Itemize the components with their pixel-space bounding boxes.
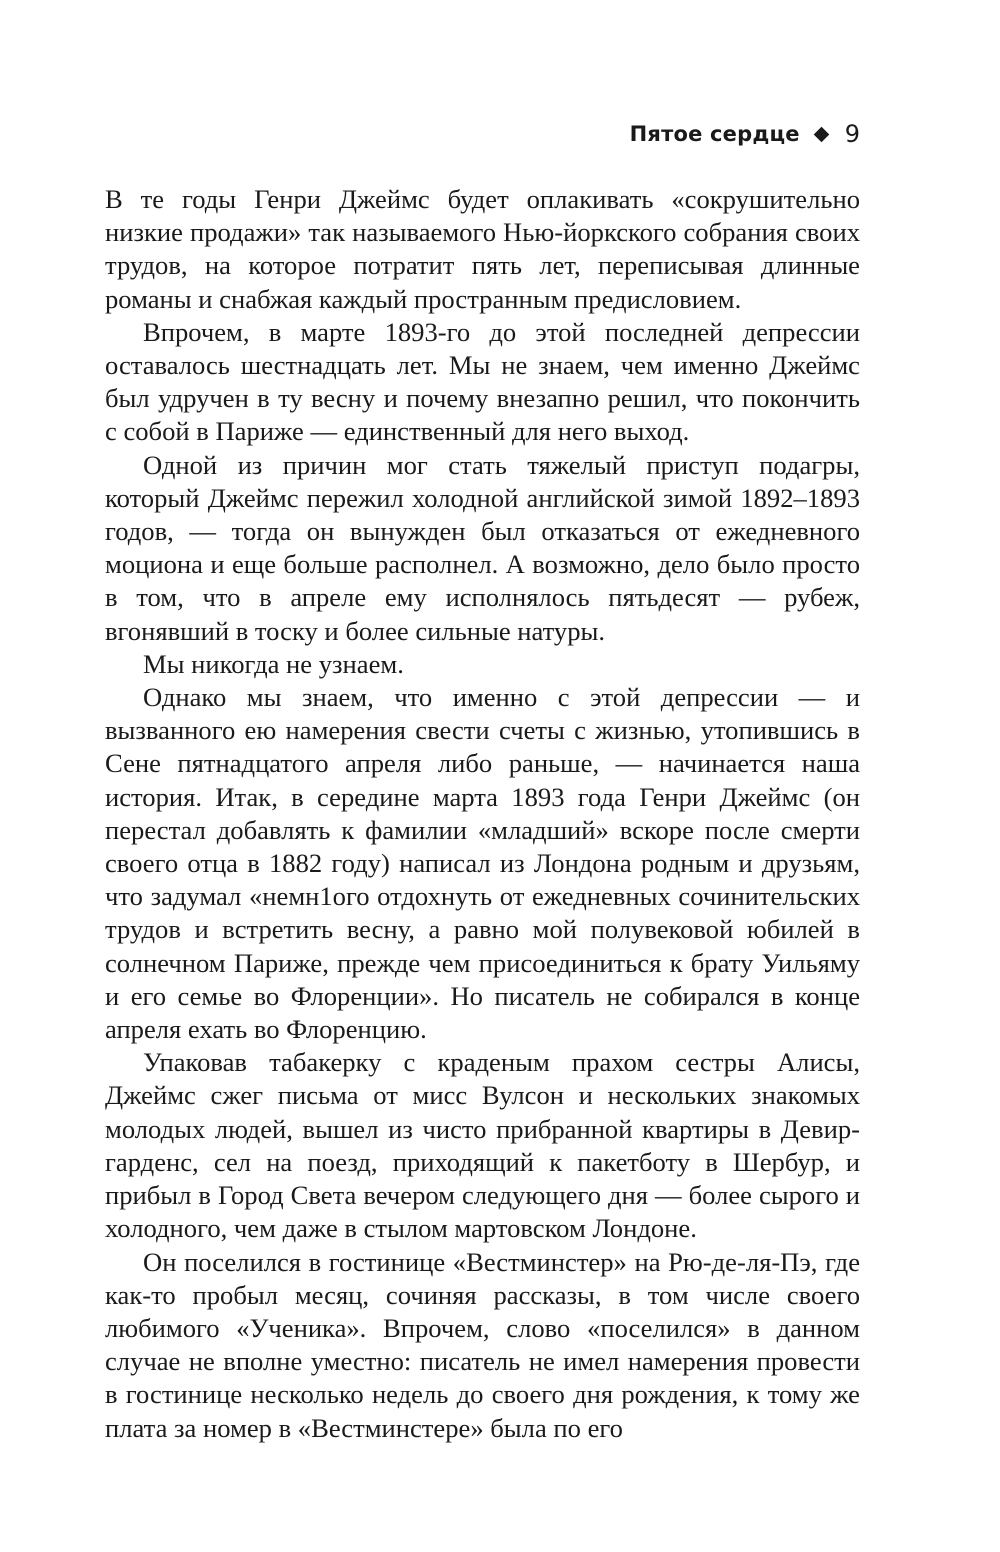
diamond-icon bbox=[813, 126, 829, 142]
paragraph: Впрочем, в марте 1893-го до этой последней депрессии оставалось шестнадцать лет. Мы не знаем, чем именно Джеймс был удручен в ту весну и почему внезапно решил, что покончить с собой в Париже — единственный для него выход. bbox=[105, 316, 860, 447]
paragraph: Мы никогда не узнаем. bbox=[143, 648, 404, 679]
paragraph: Упаковав табакерку с краденым прахом сестры Алисы, Джеймс сжег письма от мисс Вулсон и нескольких знакомых молодых людей, вышел из чисто прибранной квартиры в Девир-гарденс, сел на поезд, приходящий к пакетботу в Шербур, и прибыл в Город Света вечером следующего дня — более сырого и холодного, чем даже в стылом мартовском Лондоне. bbox=[105, 1047, 860, 1244]
body-text bbox=[105, 183, 860, 1445]
page-number: 9 bbox=[844, 120, 860, 148]
running-head bbox=[630, 118, 860, 150]
paragraph: Одной из причин мог стать тяжелый приступ подагры, который Джеймс пережил холодной английской зимой 1892–1893 годов, — тогда он вынужден был отказаться от ежедневного моциона и еще больше располнел. А возможно, дело было просто в том, что в апреле ему исполнялось пятьдесят — рубеж, вгонявший в тоску и более сильные натуры. bbox=[105, 449, 860, 646]
running-title: Пятое сердце bbox=[629, 122, 800, 146]
paragraph: Он поселился в гостинице «Вестминстер» на Рю-де-ля-Пэ, где как-то пробыл месяц, сочиняя рассказы, в том числе своего любимого «Ученика». Впрочем, слово «поселился» в данном случае не вполне уместно: писатель не имел намерения провести в гостинице несколько недель до своего дня рождения, к тому же плата за номер в «Вестминстере» была по его bbox=[105, 1246, 860, 1443]
paragraph: В те годы Генри Джеймс будет оплакивать «сокрушительно низкие продажи» так называемого Нью-йоркского собрания своих трудов, на которое потратит пять лет, переписывая длинные романы и снабжая каждый пространным предисловием. bbox=[105, 184, 860, 314]
paragraph: Однако мы знаем, что именно с этой депрессии — и вызванного ею намерения свести счеты с жизнью, утопившись в Сене пятнадцатого апреля либо раньше, — начинается наша история. Итак, в середине марта 1893 года Генри Джеймс (он перестал добавлять к фамилии «младший» вскоре после смерти своего отца в 1882 году) написал из Лондона родным и друзьям, что задумал «немн1ого отдохнуть от ежедневных сочинительских трудов и встретить весну, а равно мой полувековой юбилей в солнечном Париже, прежде чем присоединиться к брату Уильяму и его семье во Флоренции». Но писатель не собирался в конце апреля ехать во Флоренцию. bbox=[105, 682, 860, 1045]
